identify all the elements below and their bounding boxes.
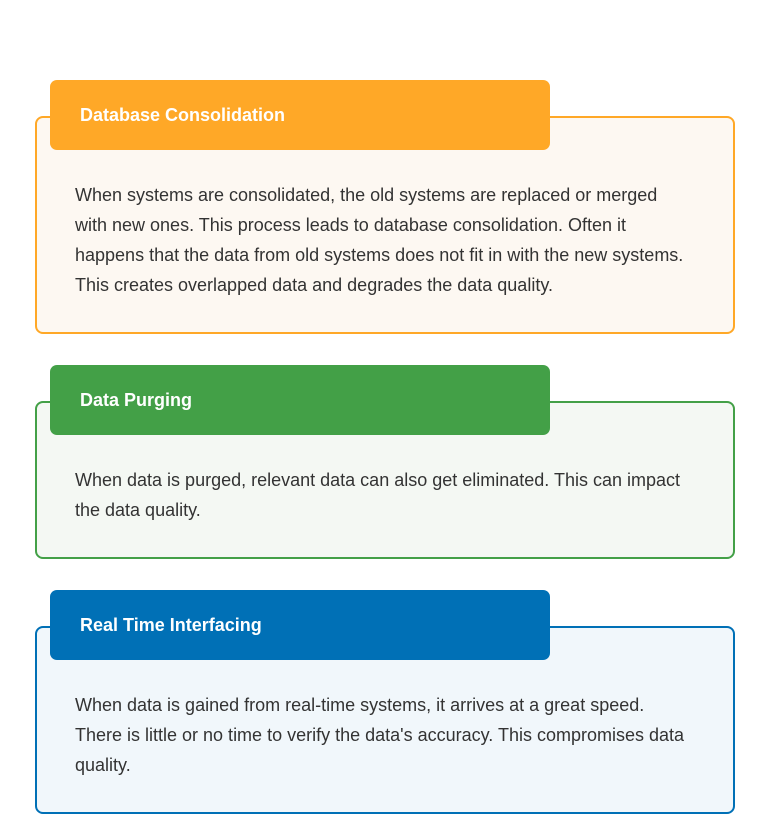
section-header-data-purging [50, 365, 550, 435]
section-body: When data is purged, relevant data can also get eliminated. This can impact the data quality. [75, 470, 681, 520]
section-body: When systems are consolidated, the old systems are replaced or merged with new ones. This process leads to database consolidation. Often it happens that the data from old systems does not fit in with the new systems. This creates overlapped data and degrades the data quality. [75, 185, 684, 295]
section-title: Data Purging [80, 390, 193, 410]
section-header-real-time-interfacing [50, 590, 550, 660]
section-title: Real Time Interfacing [80, 615, 262, 635]
section-body: When data is gained from real-time systems, it arrives at a great speed. There is little or no time to verify the data's accuracy. This compromises data quality. [75, 695, 685, 775]
section-header-database-consolidation [50, 80, 550, 150]
section-title: Database Consolidation [80, 105, 286, 125]
